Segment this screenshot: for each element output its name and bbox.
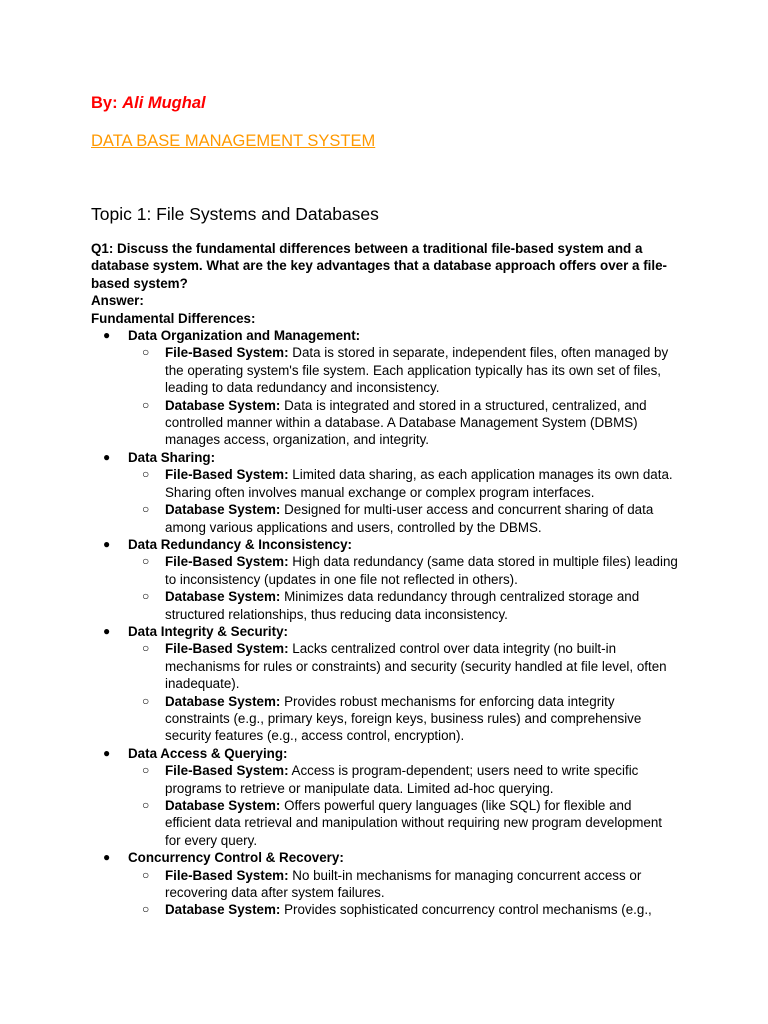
item-text: Offers powerful query languages (like SQL) for flexible and efficient data retrieval and manipulation without requiring new program development for every query. bbox=[165, 798, 662, 848]
sub-list bbox=[128, 344, 691, 448]
item-text: Limited data sharing, as each application manages its own data. Sharing often involves manual exchange or complex program interfaces. bbox=[165, 467, 673, 500]
list-item bbox=[91, 536, 691, 623]
item-label: Database System: bbox=[165, 902, 281, 918]
list-item bbox=[91, 327, 691, 449]
author-line bbox=[91, 92, 206, 114]
item-text: High data redundancy (same data stored in multiple files) leading to inconsistency (updates in one file not reflected in others). bbox=[165, 554, 678, 587]
circle-bullet-icon: ○ bbox=[142, 867, 150, 882]
item-label: File-Based System: bbox=[165, 345, 289, 361]
bullet-icon: ● bbox=[103, 536, 111, 551]
list-item bbox=[128, 762, 680, 797]
author-prefix: By: bbox=[91, 94, 118, 112]
content-body bbox=[91, 240, 691, 919]
list-item bbox=[128, 901, 680, 918]
list-item bbox=[128, 797, 680, 849]
circle-bullet-icon: ○ bbox=[142, 641, 150, 656]
list-item bbox=[91, 745, 691, 849]
list-item bbox=[91, 623, 691, 745]
section-heading: Concurrency Control & Recovery: bbox=[128, 850, 344, 866]
list-item bbox=[128, 640, 680, 692]
item-text: No built-in mechanisms for managing concurrent access or recovering data after system failures. bbox=[165, 867, 642, 901]
item-label: Database System: bbox=[165, 397, 281, 413]
sub-list bbox=[128, 762, 691, 849]
item-text: Designed for multi-user access and concurrent sharing of data among various applications and users, controlled by the DBMS. bbox=[165, 502, 654, 535]
section-heading: Data Access & Querying: bbox=[128, 745, 288, 761]
item-text: Provides sophisticated concurrency control mechanisms (e.g., bbox=[280, 902, 652, 918]
item-label: File-Based System: bbox=[165, 867, 289, 883]
question-text: Q1: Discuss the fundamental differences between a traditional file-based system and a database system. What are the key advantages that a database approach offers over a file-based system? bbox=[91, 241, 668, 291]
circle-bullet-icon: ○ bbox=[142, 554, 150, 569]
item-text: Provides robust mechanisms for enforcing data integrity constraints (e.g., primary keys, foreign keys, business rules) and comprehensive security features (e.g., access control, encryption). bbox=[165, 693, 642, 744]
item-text: Lacks centralized control over data integrity (no built-in mechanisms for rules or constraints) and security (security handled at file level, often inadequate). bbox=[165, 641, 667, 692]
bullet-icon: ● bbox=[103, 328, 111, 343]
item-label: Database System: bbox=[165, 798, 281, 813]
sub-list bbox=[128, 867, 691, 919]
item-text: Data is integrated and stored in a structured, centralized, and controlled manner within a database. A Database Management System (DBMS) manages access, organization, and integrity. bbox=[165, 397, 647, 448]
list-item bbox=[128, 693, 680, 745]
item-text: Data is stored in separate, independent files, often managed by the operating system's file system. Each application typically has its own set of files, leading to data redundancy and inconsistency. bbox=[165, 345, 669, 396]
list-item bbox=[128, 588, 680, 623]
list-item bbox=[128, 344, 680, 396]
circle-bullet-icon: ○ bbox=[142, 693, 150, 708]
item-label: Database System: bbox=[165, 693, 281, 709]
bullet-icon: ● bbox=[103, 623, 111, 638]
list-item bbox=[91, 449, 691, 536]
bullet-icon: ● bbox=[103, 745, 111, 760]
list-item bbox=[91, 849, 691, 919]
list-item bbox=[128, 867, 680, 902]
list-item bbox=[128, 501, 680, 536]
section-heading: Data Sharing: bbox=[128, 449, 216, 465]
list-item bbox=[128, 553, 680, 588]
sub-list bbox=[128, 553, 691, 623]
answer-label: Answer: bbox=[91, 293, 144, 309]
circle-bullet-icon: ○ bbox=[142, 397, 150, 412]
item-text: Access is program-dependent; users need to write specific programs to retrieve or manipulate data. Limited ad-hoc querying. bbox=[165, 763, 639, 796]
item-label: Database System: bbox=[165, 589, 281, 605]
topic-heading: Topic 1: File Systems and Databases bbox=[91, 204, 379, 224]
differences-label: Fundamental Differences: bbox=[91, 310, 256, 326]
circle-bullet-icon: ○ bbox=[142, 798, 150, 812]
item-label: Database System: bbox=[165, 502, 281, 518]
list-item bbox=[128, 466, 680, 501]
section-heading: Data Integrity & Security: bbox=[128, 623, 288, 639]
item-text: Minimizes data redundancy through centralized storage and structured relationships, thus reducing data inconsistency. bbox=[165, 589, 640, 622]
list-item bbox=[128, 397, 680, 449]
item-label: File-Based System: bbox=[165, 467, 289, 483]
sub-list bbox=[128, 466, 691, 536]
item-label: File-Based System: bbox=[165, 763, 289, 779]
bullet-icon: ● bbox=[103, 850, 111, 865]
item-label: File-Based System: bbox=[165, 554, 289, 570]
sub-list bbox=[128, 640, 691, 744]
author-name: Ali Mughal bbox=[122, 94, 206, 112]
section-heading: Data Organization and Management: bbox=[128, 328, 361, 344]
circle-bullet-icon: ○ bbox=[142, 467, 150, 482]
circle-bullet-icon: ○ bbox=[142, 345, 150, 360]
circle-bullet-icon: ○ bbox=[142, 589, 150, 604]
section-heading: Data Redundancy & Inconsistency: bbox=[128, 536, 352, 552]
item-label: File-Based System: bbox=[165, 641, 289, 657]
circle-bullet-icon: ○ bbox=[142, 763, 150, 778]
circle-bullet-icon: ○ bbox=[142, 902, 150, 917]
differences-list bbox=[91, 327, 691, 919]
circle-bullet-icon: ○ bbox=[142, 502, 150, 517]
bullet-icon: ● bbox=[103, 449, 111, 464]
document-title: DATA BASE MANAGEMENT SYSTEM bbox=[91, 132, 376, 150]
